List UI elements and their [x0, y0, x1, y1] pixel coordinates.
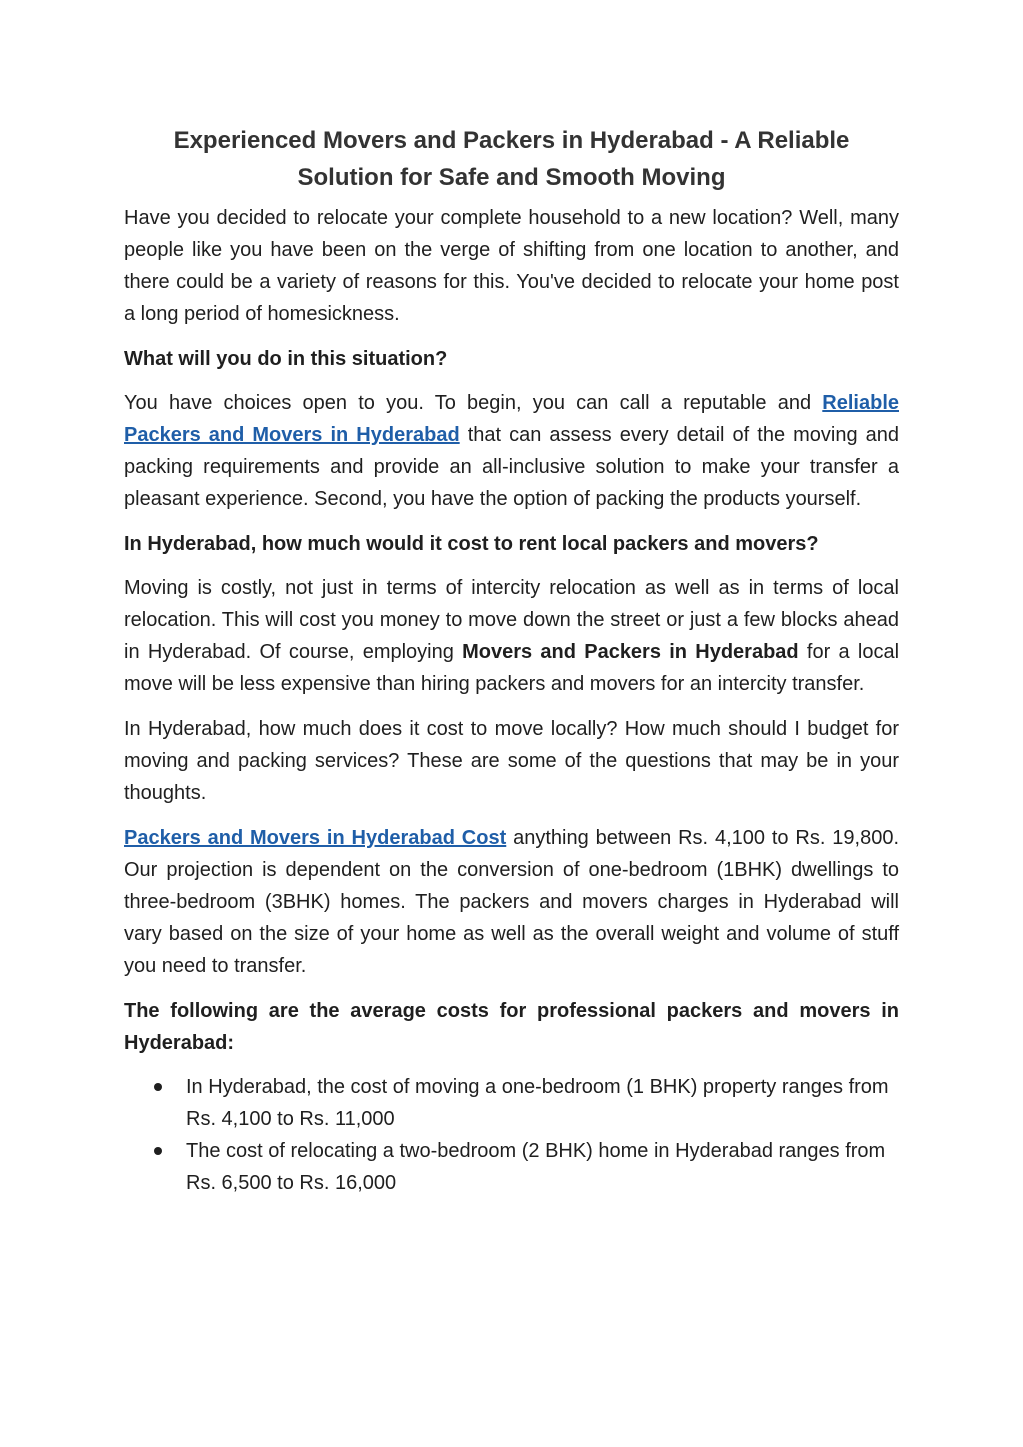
- list-item-text: The cost of relocating a two-bedroom (2 BHK) home in Hyderabad ranges from Rs. 6,500 to Rs. 16,000: [186, 1140, 886, 1194]
- list-item: [124, 1135, 899, 1199]
- average-costs-heading: The following are the average costs for professional packers and movers in Hyderabad:: [124, 1000, 899, 1054]
- choices-text-start: You have choices open to you. To begin, you can call a reputable and: [124, 392, 823, 414]
- intro-paragraph: Have you decided to relocate your complete household to a new location? Well, many people like you have been on the verge of shifting from one location to another, and there could be a variety of reasons for this. You've decided to relocate your home post a long period of homesickness.: [124, 207, 899, 325]
- cost-range-paragraph: [124, 822, 899, 982]
- document-page: [124, 122, 899, 1199]
- choices-paragraph: [124, 387, 899, 515]
- bullet-icon: [154, 1083, 162, 1091]
- moving-cost-paragraph: [124, 572, 899, 700]
- bullet-icon: [154, 1147, 162, 1155]
- moving-cost-text-start: Moving is costly, not just in terms of intercity relocation as well as in terms of local relocation. This will cost you money to move down the street or just a few blocks ahead in Hyderabad. Of course, employing: [124, 577, 899, 663]
- choices-text-end: that can assess every detail of the moving and packing requirements and provide an all-inclusive solution to make your transfer a pleasant experience. Second, you have the option of packing the products yourself.: [124, 424, 900, 510]
- question-heading-situation: What will you do in this situation?: [124, 348, 448, 370]
- packers-movers-cost-link[interactable]: Packers and Movers in Hyderabad Cost: [124, 827, 507, 849]
- moving-cost-text-end: for a local move will be less expensive than hiring packers and movers for an intercity transfer.: [124, 641, 900, 695]
- page-title: Experienced Movers and Packers in Hyderabad - A Reliable Solution for Safe and Smooth Moving: [173, 127, 850, 191]
- question-heading-cost: In Hyderabad, how much would it cost to rent local packers and movers?: [124, 533, 819, 555]
- list-item-text: In Hyderabad, the cost of moving a one-bedroom (1 BHK) property ranges from Rs. 4,100 to Rs. 11,000: [186, 1076, 889, 1130]
- cost-range-text: anything between Rs. 4,100 to Rs. 19,800. Our projection is dependent on the conversion of one-bedroom (1BHK) dwellings to three-bedroom (3BHK) homes. The packers and movers charges in Hyderabad will vary based on the size of your home as well as the overall weight and volume of stuff you need to transfer.: [124, 827, 899, 977]
- list-item: [124, 1071, 899, 1135]
- cost-bullet-list: [124, 1071, 899, 1199]
- reliable-packers-link[interactable]: Reliable Packers and Movers in Hyderabad: [124, 392, 899, 446]
- movers-packers-bold-text: Movers and Packers in Hyderabad: [462, 641, 799, 663]
- budget-questions-paragraph: In Hyderabad, how much does it cost to move locally? How much should I budget for moving and packing services? These are some of the questions that may be in your thoughts.: [124, 718, 899, 804]
